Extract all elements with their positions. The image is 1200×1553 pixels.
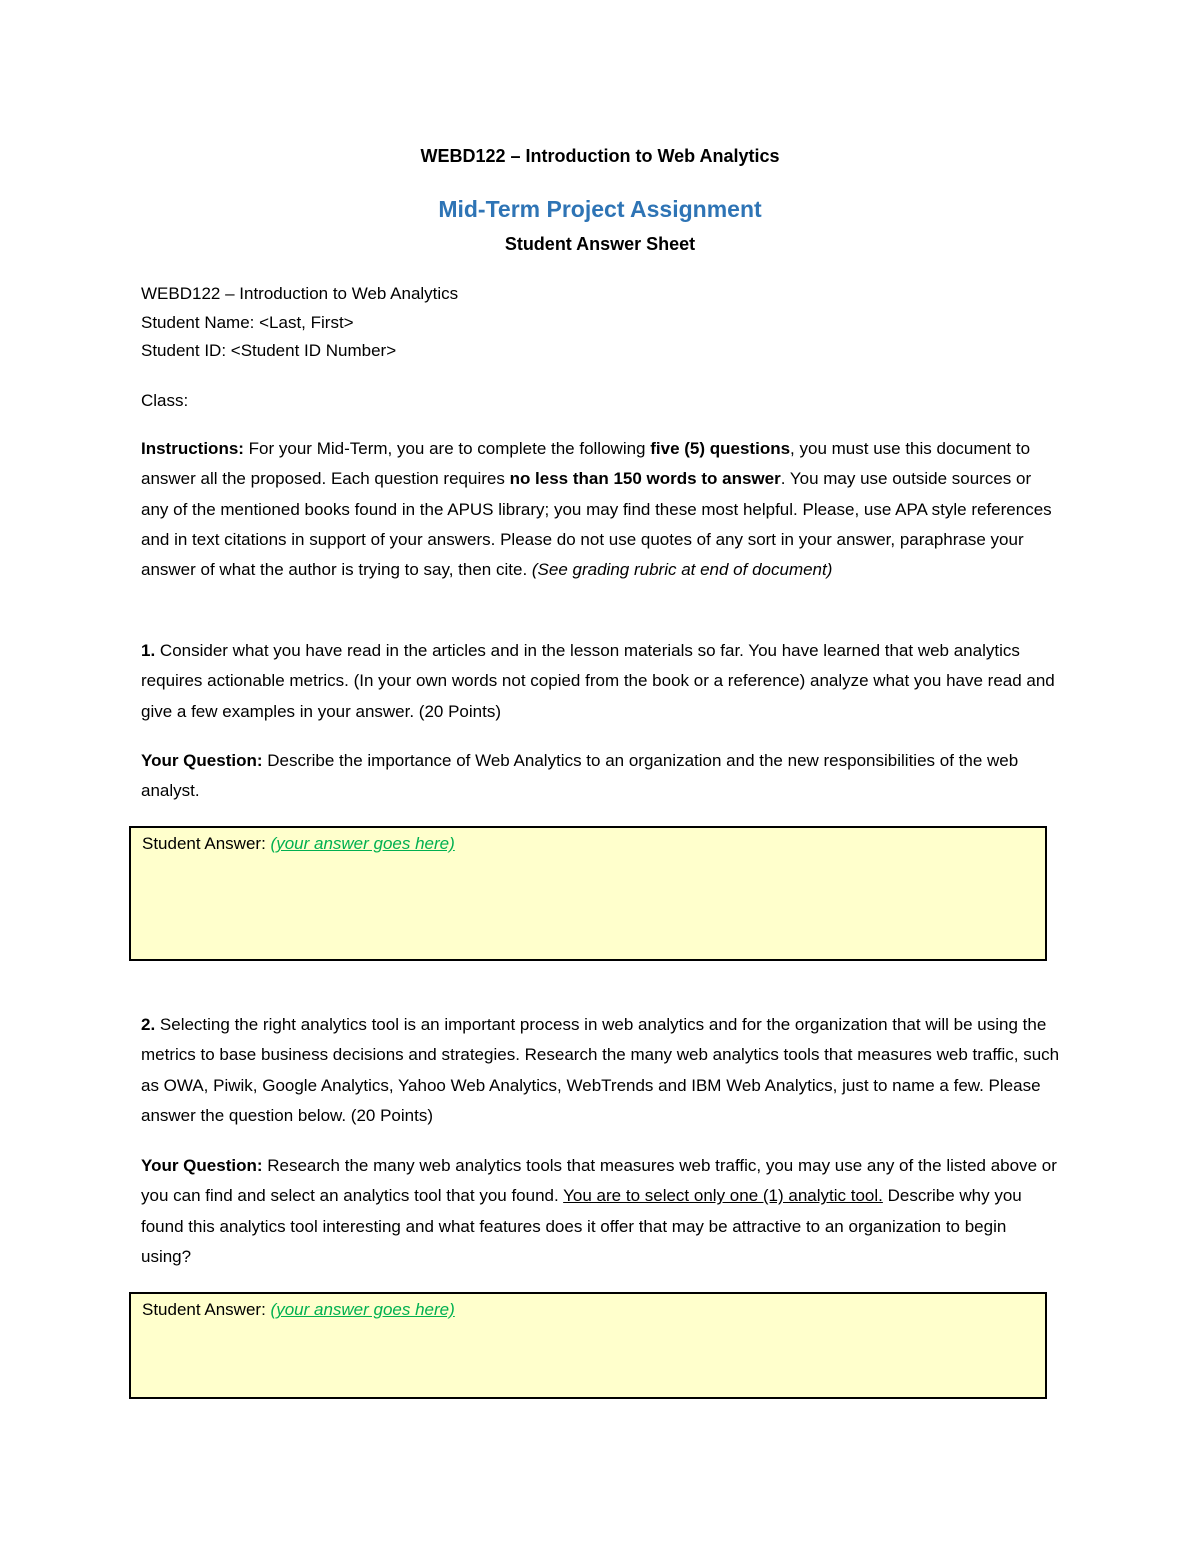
- class-line: Class:: [141, 391, 189, 410]
- instructions-text-2: , you must use this document to answer all the proposed. Each question requires: [141, 439, 1031, 489]
- project-title: Mid-Term Project Assignment: [438, 196, 762, 222]
- your-question-2-text-1: Research the many web analytics tools that measures web traffic, you may use any of the listed above or you can find and select an analytics tool that you found.: [141, 1156, 1057, 1206]
- answer-1-label: Student Answer:: [142, 834, 271, 853]
- your-question-2-underlined: You are to select only one (1) analytic tool.: [563, 1186, 883, 1206]
- your-question-2-text-2: Describe why you found this analytics tool interesting and what features does it offer that may be attractive to an organization to begin using?: [141, 1186, 1022, 1266]
- course-line: WEBD122 – Introduction to Web Analytics: [141, 284, 459, 303]
- answer-2-line: [142, 1297, 455, 1323]
- your-question-1-text: Describe the importance of Web Analytics to an organization and the new responsibilities of the web analyst.: [141, 751, 1019, 801]
- answer-box-1[interactable]: [129, 826, 1047, 961]
- answer-1-line: [142, 831, 455, 857]
- course-title: WEBD122 – Introduction to Web Analytics: [420, 146, 780, 166]
- question-1-paragraph: [141, 636, 1061, 727]
- your-question-2-label: Your Question:: [141, 1156, 263, 1175]
- instructions-bold-2: no less than 150 words to answer: [509, 469, 781, 489]
- answer-2-label: Student Answer:: [142, 1300, 271, 1319]
- answer-box-2[interactable]: [129, 1292, 1047, 1399]
- student-id-line: Student ID: <Student ID Number>: [141, 341, 397, 360]
- question-1-text: Consider what you have read in the articles and in the lesson materials so far. You have learned that web analytics requires actionable metrics. (In your own words not copied from the book or a reference) analyze what you have read and give a few examples in your answer. (20 Points): [141, 641, 1055, 721]
- instructions-text-3: . You may use outside sources or any of the mentioned books found in the APUS library; you may find these most helpful. Please, use APA style references and in text citations in support of your answers. Please do not use quotes of any sort in your answer, paraphrase your answer of what the author is trying to say, then cite.: [141, 469, 1052, 580]
- your-question-1-label: Your Question:: [141, 751, 263, 770]
- your-question-1-paragraph: [141, 746, 1061, 807]
- question-2-text: Selecting the right analytics tool is an important process in web analytics and for the organization that will be using the metrics to base business decisions and strategies. Research the many web analytics tools that measures web traffic, such as OWA, Piwik, Google Analytics, Yahoo Web Analytics, WebTrends and IBM Web Analytics, just to name a few. Please answer the question below. (20 Points): [141, 1015, 1060, 1125]
- answer-2-placeholder[interactable]: (your answer goes here): [270, 1300, 455, 1319]
- student-name-line: Student Name: <Last, First>: [141, 312, 354, 332]
- question-2-paragraph: [141, 1010, 1061, 1131]
- instructions-text-1: For your Mid-Term, you are to complete the following: [243, 439, 651, 458]
- instructions-paragraph: [141, 434, 1061, 585]
- student-info: [141, 280, 1061, 366]
- question-2-number: 2.: [141, 1015, 156, 1034]
- question-1-number: 1.: [141, 641, 156, 660]
- sheet-title: Student Answer Sheet: [504, 234, 696, 254]
- instructions-rubric-note: (See grading rubric at end of document): [531, 560, 833, 580]
- your-question-2-paragraph: [141, 1151, 1061, 1272]
- instructions-label: Instructions:: [141, 439, 244, 458]
- instructions-bold-1: five (5) questions: [650, 439, 791, 458]
- answer-1-placeholder[interactable]: (your answer goes here): [270, 834, 455, 853]
